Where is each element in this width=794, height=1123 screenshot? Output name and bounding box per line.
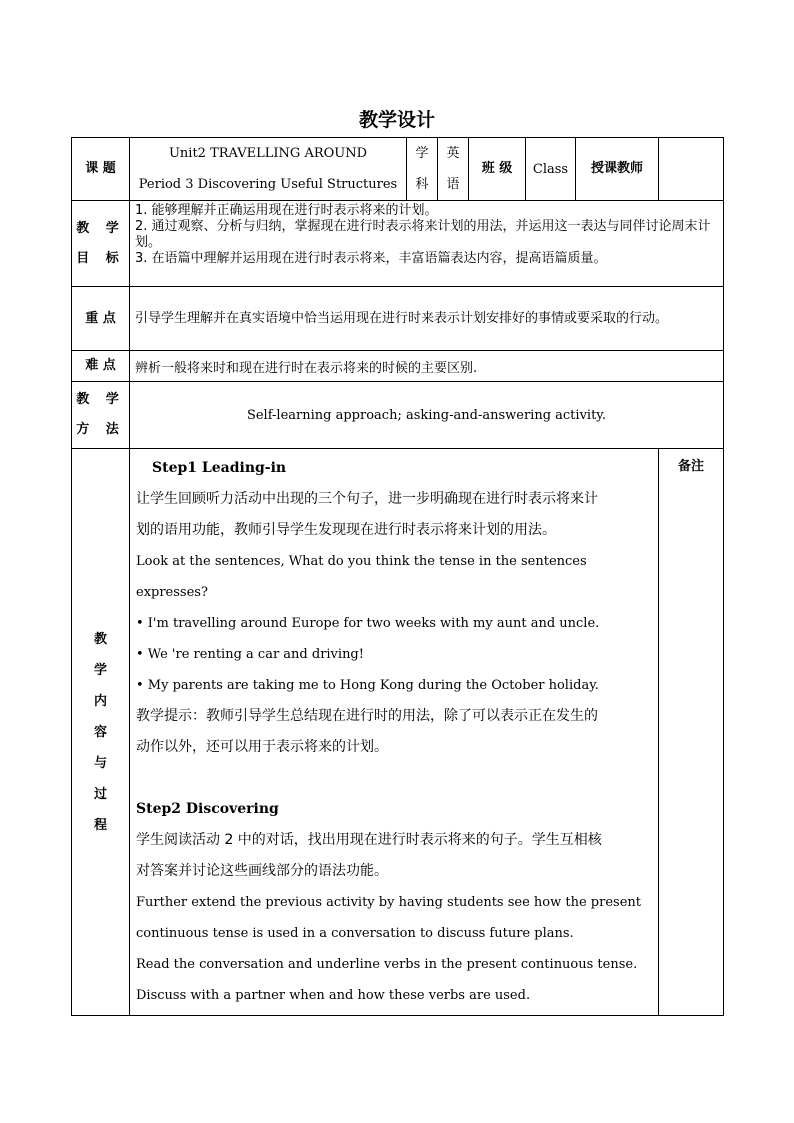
teacher-label: 授课教师 [576,138,659,201]
method-label-line-2: 方 法 [76,422,125,437]
step2-description: 对答案并讨论这些画线部分的语法功能。 [136,863,388,879]
step1-description: 让学生回顾听力活动中出现的三个句子，进一步明确现在进行时表示将来计 [136,491,598,507]
method-text: Self-learning approach; asking-and-answering activity. [130,382,724,449]
objectives-label [72,201,130,287]
step2-instruction: Read the conversation and underline verbs in the present continuous tense. [136,957,638,972]
example-sentence: • I'm travelling around Europe for two weeks with my aunt and uncle. [136,616,600,631]
difficulty-label: 难 点 [72,351,130,382]
objective-item: 3. 在语篇中理解并运用现在进行时表示将来，丰富语篇表达内容，提高语篇质量。 [135,251,607,266]
teaching-tip: 教学提示：教师引导学生总结现在进行时的用法，除了可以表示正在发生的 [136,708,598,724]
notes-label: 备注 [677,459,704,474]
course-period: Period 3 Discovering Useful Structures [138,177,398,192]
difficulty-text: 辨析一般将来时和现在进行时在表示将来的时候的主要区别. [130,351,724,382]
step2-instruction: continuous tense is used in a conversation to discuss future plans. [136,926,574,941]
notes-column [659,449,724,1016]
process-label-char: 教 [93,631,107,647]
objectives-content [130,201,724,287]
teaching-tip: 动作以外，还可以用于表示将来的计划。 [136,739,388,755]
objectives-row [72,201,724,287]
key-point-text: 引导学生理解并在真实语境中恰当运用现在进行时来表示计划安排好的事情或要采取的行动。 [130,287,724,351]
step1-description: 划的语用功能，教师引导学生发现现在进行时表示将来计划的用法。 [136,522,556,538]
process-label-char: 容 [93,724,107,740]
class-label: 班 级 [469,138,526,201]
key-point-label: 重 点 [72,287,130,351]
subject-value [438,138,469,201]
class-value: Class [526,138,576,201]
method-label [72,382,130,449]
step2-instruction: Further extend the previous activity by having students see how the present [136,895,641,910]
objectives-label-line-2: 目 标 [76,250,125,266]
difficulty-row [72,351,724,382]
header-row [72,138,724,201]
method-row [72,382,724,449]
step2-description: 学生阅读活动 2 中的对话，找出用现在进行时表示将来的句子。学生互相核 [136,832,602,848]
process-row [72,449,724,1016]
example-sentence: • We 're renting a car and driving! [136,647,364,662]
topic-label: 课 题 [72,138,130,201]
step2-title: Step2 Discovering [136,801,279,817]
subject-label-char-2: 科 [415,177,429,192]
process-label-char: 程 [93,817,107,833]
objective-item: 2. 通过观察、分析与归纳，掌握现在进行时表示将来计划的用法，并运用这一表达与同伴讨论周末计划。 [135,219,711,250]
step1-prompt: Look at the sentences, What do you think the tense in the sentences expresses? [136,554,587,600]
lesson-plan-table [71,137,724,1016]
objectives-label-line-1: 教 学 [76,220,125,236]
process-label [72,449,130,1016]
page-title: 教学设计 [358,109,435,131]
step1-title: Step1 Leading-in [152,460,287,476]
process-content [130,449,659,1016]
subject-label-char-1: 学 [415,146,429,161]
course-title: Unit2 TRAVELLING AROUND [168,146,368,161]
course-cell [130,138,407,201]
subject-value-char-1: 英 [446,146,460,161]
subject-value-char-2: 语 [446,177,460,192]
process-label-char: 与 [93,755,107,771]
objective-item: 1. 能够理解并正确运用现在进行时表示将来的计划。 [135,203,438,218]
process-label-char: 过 [93,786,107,802]
example-sentence: • My parents are taking me to Hong Kong during the October holiday. [136,678,599,693]
key-point-row [72,287,724,351]
process-label-char: 内 [93,693,107,709]
method-label-line-1: 教 学 [76,392,125,407]
teacher-value [659,138,724,201]
subject-label [407,138,438,201]
process-label-char: 学 [93,662,107,678]
spacer [136,763,652,794]
step2-instruction: Discuss with a partner when and how these verbs are used. [136,988,531,1003]
